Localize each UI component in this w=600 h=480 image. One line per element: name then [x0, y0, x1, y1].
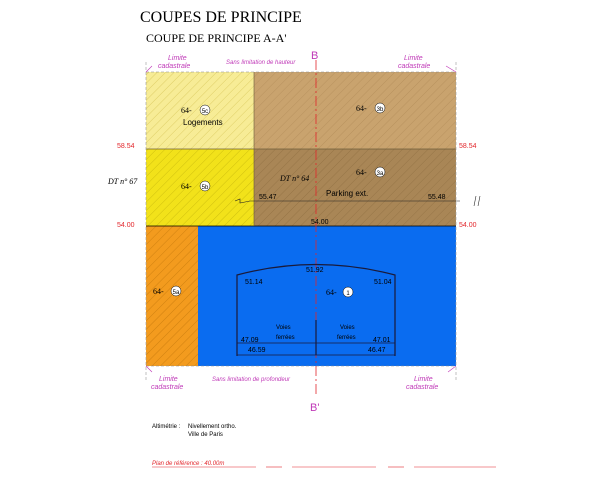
- level-center-lower: 54.00: [311, 219, 329, 226]
- limit-bottom-right: [406, 366, 456, 391]
- level-vault-top: 51.92: [306, 267, 324, 274]
- altimetrie-label: Altimétrie :: [152, 424, 181, 430]
- svg-text:Limite: Limite: [168, 55, 187, 62]
- level-left-upper: 58.54: [117, 143, 135, 150]
- section-label-top: B: [311, 50, 319, 62]
- svg-text:3a: 3a: [376, 171, 384, 177]
- level-parking-right: 55.48: [428, 194, 446, 201]
- altimetrie-line2: Ville de Paris: [188, 432, 223, 438]
- svg-text:ferrées: ferrées: [337, 335, 356, 341]
- level-track-left-upper: 47.09: [241, 337, 259, 344]
- svg-text:5c: 5c: [201, 109, 209, 115]
- level-right-upper: 58.54: [459, 143, 477, 150]
- section-label-bottom: B': [310, 402, 320, 414]
- svg-text:Voies: Voies: [340, 325, 355, 331]
- svg-text:5b: 5b: [201, 185, 209, 191]
- level-track-left-lower: 46.59: [248, 347, 266, 354]
- svg-text:64-: 64-: [326, 288, 337, 297]
- depth-note: Sans limitation de profondeur: [212, 377, 291, 383]
- svg-text:Logements: Logements: [183, 118, 223, 127]
- level-track-right-lower: 46.47: [368, 347, 386, 354]
- svg-text:Limite: Limite: [159, 376, 178, 383]
- svg-text:1: 1: [346, 291, 350, 297]
- svg-text:cadastrale: cadastrale: [398, 63, 431, 70]
- plan-reference: Plan de référence : 40.00m: [152, 461, 225, 467]
- level-right-lower: 54.00: [459, 222, 477, 229]
- page-title: COUPES DE PRINCIPE: [140, 9, 302, 26]
- svg-text:Limite: Limite: [414, 376, 433, 383]
- limit-top-left: [146, 55, 190, 72]
- svg-text:Parking ext.: Parking ext.: [326, 189, 369, 198]
- dt64-label: DT n° 64: [280, 174, 310, 183]
- level-parking-left: 55.47: [259, 194, 277, 201]
- lot-5a-volume: [146, 226, 198, 366]
- svg-text:Voies: Voies: [276, 325, 291, 331]
- svg-text:64-: 64-: [356, 168, 367, 177]
- svg-text:ferrées: ferrées: [276, 335, 295, 341]
- break-symbol: [474, 196, 480, 206]
- svg-text:cadastrale: cadastrale: [406, 384, 439, 391]
- svg-text:64-: 64-: [153, 287, 164, 296]
- limit-bottom-left: [146, 366, 183, 391]
- height-note: Sans limitation de hauteur: [226, 60, 296, 66]
- svg-text:64-: 64-: [356, 104, 367, 113]
- level-vault-right: 51.04: [374, 279, 392, 286]
- dt67-label: DT n° 67: [108, 177, 138, 186]
- svg-text:cadastrale: cadastrale: [151, 384, 184, 391]
- level-track-right-upper: 47.01: [373, 337, 391, 344]
- limit-top-right: [398, 55, 456, 72]
- lot-3b-volume: [254, 72, 456, 149]
- lot-3a-volume: [254, 149, 456, 226]
- svg-text:3b: 3b: [376, 107, 384, 113]
- level-vault-left: 51.14: [245, 279, 263, 286]
- svg-text:Limite: Limite: [404, 55, 423, 62]
- altimetrie-line1: Nivellement ortho.: [188, 424, 237, 430]
- level-left-lower: 54.00: [117, 222, 135, 229]
- svg-text:64-: 64-: [181, 106, 192, 115]
- svg-text:5a: 5a: [172, 290, 180, 296]
- page-subtitle: COUPE DE PRINCIPE A-A': [146, 31, 287, 45]
- svg-text:64-: 64-: [181, 182, 192, 191]
- svg-text:cadastrale: cadastrale: [158, 63, 191, 70]
